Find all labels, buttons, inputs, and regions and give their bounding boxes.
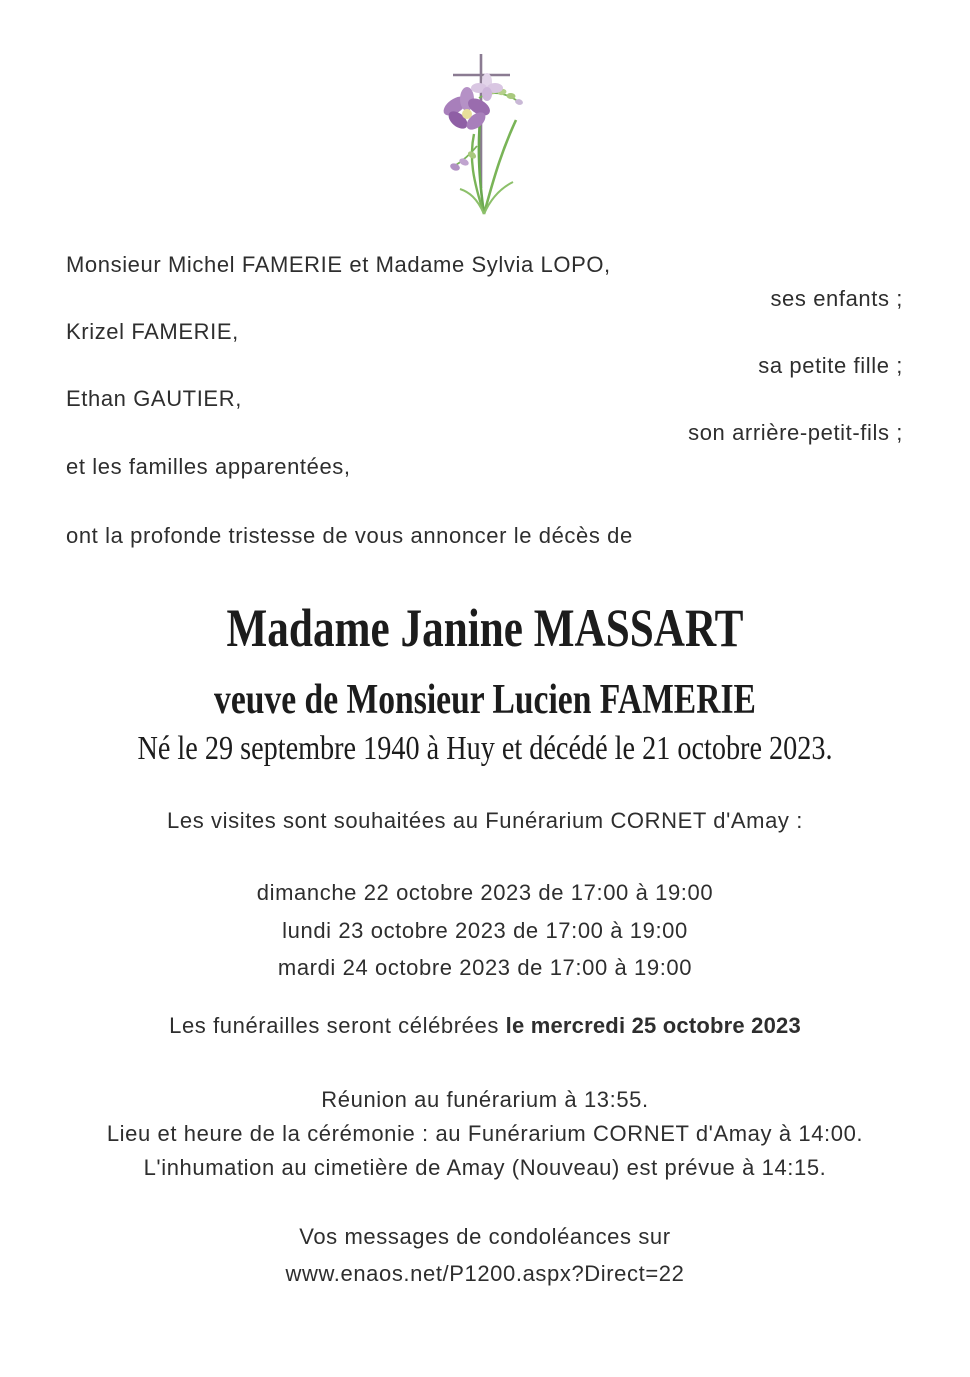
family-line-greatgrandson-name: Ethan GAUTIER,	[66, 386, 242, 412]
cross-with-flowers-icon	[427, 48, 543, 218]
birth-death-dates: Né le 29 septembre 1940 à Huy et décédé le 21 octobre 2023.	[137, 730, 833, 767]
visit-day-tuesday: mardi 24 octobre 2023 de 17:00 à 19:00	[277, 955, 693, 981]
family-block	[66, 248, 903, 483]
visits-schedule	[0, 874, 970, 987]
deceased-name-title: Madame Janine MASSART	[226, 598, 744, 658]
announcement-sentence: ont la profonde tristesse de vous annoncer le décès de	[66, 523, 633, 548]
family-line-related-families: et les familles apparentées,	[66, 453, 351, 479]
relation-greatgrandson: son arrière-petit-fils ;	[688, 419, 903, 445]
pale-flower	[471, 73, 503, 101]
condolences-text: Vos messages de condoléances sur	[299, 1224, 671, 1249]
funeral-intro-text: Les funérailles seront célébrées	[169, 1013, 506, 1038]
condolences-block	[0, 1218, 970, 1292]
relation-granddaughter: sa petite fille ;	[758, 352, 903, 378]
visits-intro: Les visites sont souhaitées au Funérarium CORNET d'Amay :	[167, 808, 803, 833]
family-line-granddaughter-name: Krizel FAMERIE,	[66, 319, 239, 345]
funeral-intro	[0, 1013, 970, 1039]
funeral-burial-info: L'inhumation au cimetière de Amay (Nouveau) est prévue à 14:15.	[143, 1155, 827, 1181]
visit-day-sunday: dimanche 22 octobre 2023 de 17:00 à 19:00	[256, 880, 714, 905]
relation-children: ses enfants ;	[770, 285, 903, 311]
condolences-url: www.enaos.net/P1200.aspx?Direct=22	[285, 1261, 685, 1286]
funeral-ceremony-place-time: Lieu et heure de la cérémonie : au Funérarium CORNET d'Amay à 14:00.	[106, 1121, 864, 1147]
funeral-date-bold: le mercredi 25 octobre 2023	[505, 1013, 801, 1038]
deceased-subtitle-widow: veuve de Monsieur Lucien FAMERIE	[214, 677, 756, 723]
visit-day-monday: lundi 23 octobre 2023 de 17:00 à 19:00	[282, 917, 688, 943]
funeral-meeting-time: Réunion au funérarium à 13:55.	[321, 1087, 649, 1112]
funeral-details	[0, 1083, 970, 1186]
family-line-children-names: Monsieur Michel FAMERIE et Madame Sylvia LOPO,	[66, 252, 611, 277]
